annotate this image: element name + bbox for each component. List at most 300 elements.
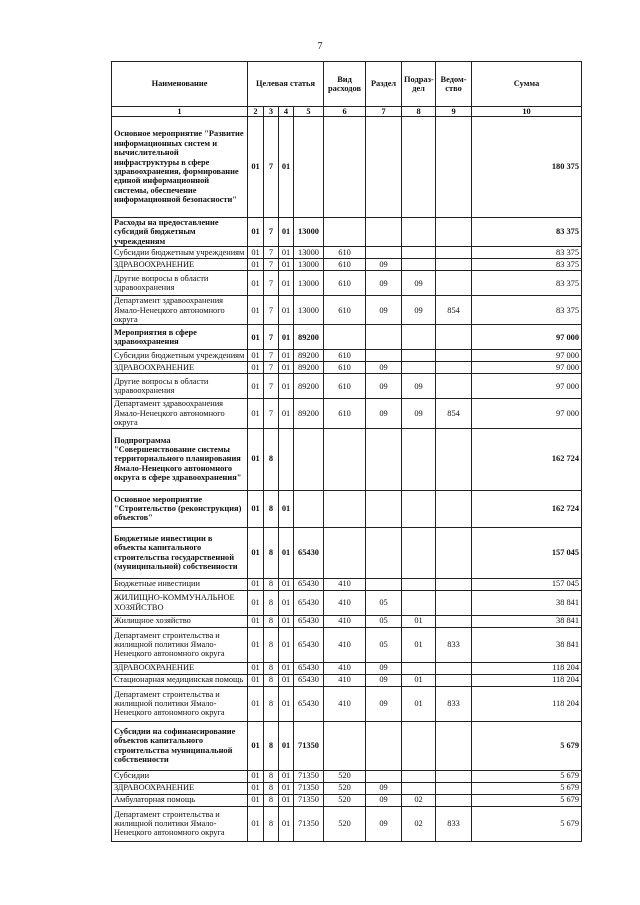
row-section: 05 — [366, 627, 402, 662]
row-expense-type: 410 — [324, 686, 366, 721]
row-event-code: 01 — [279, 296, 294, 325]
table-row — [112, 782, 582, 794]
row-amount: 118 204 — [472, 686, 582, 721]
row-name: ЗДРАВООХРАНЕНИЕ — [112, 662, 248, 674]
row-section — [366, 578, 402, 590]
row-event-code — [279, 428, 294, 490]
row-expense-type: 610 — [324, 247, 366, 259]
row-expense-type — [324, 721, 366, 770]
column-number: 4 — [279, 107, 294, 117]
row-section: 05 — [366, 590, 402, 615]
row-amount: 38 841 — [472, 590, 582, 615]
row-direction-code: 89200 — [294, 362, 324, 374]
row-expense-type: 610 — [324, 374, 366, 399]
table-row — [112, 296, 582, 325]
row-department — [436, 615, 472, 627]
row-direction-code: 89200 — [294, 350, 324, 362]
row-expense-type — [324, 527, 366, 578]
row-direction-code — [294, 117, 324, 218]
row-amount: 5 679 — [472, 782, 582, 794]
table-row — [112, 794, 582, 806]
row-direction-code: 13000 — [294, 259, 324, 271]
row-subprogram-code: 7 — [264, 296, 279, 325]
table-row — [112, 428, 582, 490]
row-department: 854 — [436, 296, 472, 325]
row-subprogram-code: 7 — [264, 374, 279, 399]
row-program-code: 01 — [248, 490, 264, 527]
row-name: Основное мероприятие "Строительство (реконструкция) объектов" — [112, 490, 248, 527]
header-row — [112, 62, 582, 107]
row-event-code: 01 — [279, 117, 294, 218]
header-summa: Сумма — [472, 62, 582, 107]
row-program-code: 01 — [248, 590, 264, 615]
row-name: Другие вопросы в области здравоохранения — [112, 374, 248, 399]
table-row — [112, 674, 582, 686]
row-direction-code: 71350 — [294, 721, 324, 770]
row-section: 09 — [366, 374, 402, 399]
row-expense-type: 610 — [324, 399, 366, 428]
row-amount: 97 000 — [472, 374, 582, 399]
row-program-code: 01 — [248, 627, 264, 662]
row-section: 09 — [366, 399, 402, 428]
row-program-code: 01 — [248, 350, 264, 362]
row-subprogram-code: 8 — [264, 428, 279, 490]
table-row — [112, 615, 582, 627]
row-department — [436, 362, 472, 374]
row-section — [366, 218, 402, 247]
row-subprogram-code: 8 — [264, 627, 279, 662]
row-section — [366, 721, 402, 770]
row-direction-code: 71350 — [294, 782, 324, 794]
header-target: Целевая статья — [248, 62, 324, 107]
row-event-code: 01 — [279, 374, 294, 399]
row-expense-type: 410 — [324, 662, 366, 674]
row-name: Департамент здравоохранения Ямало-Ненецкого автономного округа — [112, 399, 248, 428]
row-subprogram-code: 8 — [264, 674, 279, 686]
row-subsection — [402, 662, 436, 674]
row-amount: 83 375 — [472, 218, 582, 247]
row-expense-type: 410 — [324, 627, 366, 662]
table-row — [112, 770, 582, 782]
row-direction-code: 13000 — [294, 247, 324, 259]
row-program-code: 01 — [248, 374, 264, 399]
header-razdel: Раздел — [366, 62, 402, 107]
row-expense-type: 410 — [324, 590, 366, 615]
row-expense-type — [324, 428, 366, 490]
row-program-code: 01 — [248, 721, 264, 770]
row-subsection — [402, 490, 436, 527]
row-expense-type — [324, 490, 366, 527]
row-amount: 162 724 — [472, 428, 582, 490]
row-program-code: 01 — [248, 362, 264, 374]
row-direction-code: 71350 — [294, 770, 324, 782]
row-amount: 157 045 — [472, 578, 582, 590]
header-vid: Вид расходов — [324, 62, 366, 107]
row-name: ЗДРАВООХРАНЕНИЕ — [112, 782, 248, 794]
table-row — [112, 271, 582, 296]
row-event-code: 01 — [279, 806, 294, 841]
row-subsection: 02 — [402, 794, 436, 806]
row-name: Субсидии — [112, 770, 248, 782]
row-department — [436, 259, 472, 271]
column-number: 2 — [248, 107, 264, 117]
row-subsection — [402, 325, 436, 350]
table-row — [112, 350, 582, 362]
table-row — [112, 362, 582, 374]
row-program-code: 01 — [248, 399, 264, 428]
row-amount: 97 000 — [472, 325, 582, 350]
table-row — [112, 374, 582, 399]
row-program-code: 01 — [248, 325, 264, 350]
row-amount: 118 204 — [472, 674, 582, 686]
row-name: ЗДРАВООХРАНЕНИЕ — [112, 362, 248, 374]
row-section — [366, 117, 402, 218]
row-event-code: 01 — [279, 686, 294, 721]
row-name: Субсидии на софинансирование объектов капитального строительства муниципальной собственности — [112, 721, 248, 770]
table-row — [112, 686, 582, 721]
table-row — [112, 627, 582, 662]
row-expense-type: 610 — [324, 296, 366, 325]
row-name: Бюджетные инвестиции — [112, 578, 248, 590]
row-subsection: 01 — [402, 674, 436, 686]
row-amount: 5 679 — [472, 806, 582, 841]
header-vedomstvo: Ведом-ство — [436, 62, 472, 107]
row-direction-code: 13000 — [294, 218, 324, 247]
header-podrazdel: Подраз-дел — [402, 62, 436, 107]
row-direction-code — [294, 428, 324, 490]
row-expense-type: 520 — [324, 782, 366, 794]
row-subprogram-code: 7 — [264, 117, 279, 218]
row-amount: 38 841 — [472, 627, 582, 662]
row-program-code: 01 — [248, 662, 264, 674]
row-subsection — [402, 218, 436, 247]
row-department — [436, 770, 472, 782]
row-direction-code: 65430 — [294, 527, 324, 578]
row-department — [436, 590, 472, 615]
row-event-code: 01 — [279, 615, 294, 627]
row-department — [436, 662, 472, 674]
row-department — [436, 117, 472, 218]
row-subsection — [402, 782, 436, 794]
row-section: 09 — [366, 296, 402, 325]
row-subsection — [402, 721, 436, 770]
row-amount: 180 375 — [472, 117, 582, 218]
row-department — [436, 325, 472, 350]
row-amount: 83 375 — [472, 259, 582, 271]
row-subprogram-code: 8 — [264, 527, 279, 578]
row-section — [366, 428, 402, 490]
row-event-code: 01 — [279, 362, 294, 374]
row-name: Департамент строительства и жилищной политики Ямало-Ненецкого автономного округа — [112, 686, 248, 721]
row-expense-type — [324, 325, 366, 350]
row-subsection: 09 — [402, 296, 436, 325]
row-subsection: 02 — [402, 806, 436, 841]
row-department — [436, 721, 472, 770]
row-section: 09 — [366, 674, 402, 686]
row-department: 833 — [436, 806, 472, 841]
row-name: ЖИЛИЩНО-КОММУНАЛЬНОЕ ХОЗЯЙСТВО — [112, 590, 248, 615]
row-program-code: 01 — [248, 247, 264, 259]
row-subprogram-code: 8 — [264, 662, 279, 674]
row-direction-code: 65430 — [294, 590, 324, 615]
row-section — [366, 770, 402, 782]
row-event-code: 01 — [279, 627, 294, 662]
column-number: 6 — [324, 107, 366, 117]
row-subsection: 01 — [402, 686, 436, 721]
row-subprogram-code: 8 — [264, 794, 279, 806]
row-direction-code — [294, 490, 324, 527]
row-direction-code: 71350 — [294, 806, 324, 841]
row-section: 09 — [366, 271, 402, 296]
row-event-code: 01 — [279, 794, 294, 806]
row-section: 09 — [366, 794, 402, 806]
row-name: Расходы на предоставление субсидий бюджетным учреждениям — [112, 218, 248, 247]
row-department — [436, 490, 472, 527]
row-program-code: 01 — [248, 296, 264, 325]
row-event-code: 01 — [279, 218, 294, 247]
row-event-code: 01 — [279, 527, 294, 578]
row-event-code: 01 — [279, 399, 294, 428]
row-direction-code: 71350 — [294, 794, 324, 806]
row-name: Стационарная медицинская помощь — [112, 674, 248, 686]
row-direction-code: 89200 — [294, 374, 324, 399]
row-section: 05 — [366, 615, 402, 627]
row-program-code: 01 — [248, 686, 264, 721]
row-direction-code: 65430 — [294, 662, 324, 674]
row-subprogram-code: 7 — [264, 362, 279, 374]
row-program-code: 01 — [248, 527, 264, 578]
column-number: 5 — [294, 107, 324, 117]
row-program-code: 01 — [248, 782, 264, 794]
row-section — [366, 247, 402, 259]
row-event-code: 01 — [279, 350, 294, 362]
row-event-code: 01 — [279, 490, 294, 527]
row-event-code: 01 — [279, 578, 294, 590]
row-amount: 83 375 — [472, 296, 582, 325]
row-program-code: 01 — [248, 770, 264, 782]
row-section: 09 — [366, 362, 402, 374]
row-name: Субсидии бюджетным учреждениям — [112, 247, 248, 259]
row-subprogram-code: 7 — [264, 325, 279, 350]
row-subsection — [402, 247, 436, 259]
row-direction-code: 89200 — [294, 399, 324, 428]
row-direction-code: 65430 — [294, 674, 324, 686]
table-row — [112, 490, 582, 527]
row-department — [436, 527, 472, 578]
row-event-code: 01 — [279, 259, 294, 271]
row-subsection — [402, 117, 436, 218]
row-subprogram-code: 8 — [264, 686, 279, 721]
row-subprogram-code: 8 — [264, 490, 279, 527]
column-number: 8 — [402, 107, 436, 117]
table-row — [112, 117, 582, 218]
row-subprogram-code: 8 — [264, 590, 279, 615]
table-row — [112, 325, 582, 350]
row-amount: 5 679 — [472, 794, 582, 806]
table-row — [112, 527, 582, 578]
row-expense-type: 610 — [324, 259, 366, 271]
row-subsection: 01 — [402, 627, 436, 662]
row-amount: 97 000 — [472, 399, 582, 428]
row-section — [366, 325, 402, 350]
table-row — [112, 259, 582, 271]
row-amount: 5 679 — [472, 721, 582, 770]
row-subsection: 09 — [402, 399, 436, 428]
row-subprogram-code: 7 — [264, 247, 279, 259]
row-program-code: 01 — [248, 615, 264, 627]
page-number: 7 — [317, 41, 323, 52]
row-amount: 162 724 — [472, 490, 582, 527]
row-subsection — [402, 428, 436, 490]
row-name: Мероприятия в сфере здравоохранения — [112, 325, 248, 350]
row-event-code: 01 — [279, 674, 294, 686]
row-department — [436, 350, 472, 362]
row-event-code: 01 — [279, 325, 294, 350]
row-department — [436, 428, 472, 490]
row-name: Департамент строительства и жилищной политики Ямало-Ненецкого автономного округа — [112, 627, 248, 662]
row-expense-type: 520 — [324, 806, 366, 841]
row-program-code: 01 — [248, 117, 264, 218]
row-direction-code: 89200 — [294, 325, 324, 350]
row-expense-type: 410 — [324, 674, 366, 686]
row-event-code: 01 — [279, 770, 294, 782]
row-name: ЗДРАВООХРАНЕНИЕ — [112, 259, 248, 271]
row-expense-type: 410 — [324, 615, 366, 627]
row-department — [436, 374, 472, 399]
row-program-code: 01 — [248, 259, 264, 271]
row-expense-type — [324, 218, 366, 247]
table-row — [112, 218, 582, 247]
row-expense-type: 410 — [324, 578, 366, 590]
row-amount: 118 204 — [472, 662, 582, 674]
row-expense-type — [324, 117, 366, 218]
row-event-code: 01 — [279, 782, 294, 794]
row-program-code: 01 — [248, 806, 264, 841]
row-expense-type: 520 — [324, 770, 366, 782]
row-section: 09 — [366, 686, 402, 721]
row-direction-code: 13000 — [294, 271, 324, 296]
row-program-code: 01 — [248, 794, 264, 806]
row-expense-type: 520 — [324, 794, 366, 806]
row-name: Амбулаторная помощь — [112, 794, 248, 806]
row-subsection — [402, 350, 436, 362]
row-department — [436, 782, 472, 794]
table-row — [112, 247, 582, 259]
row-subprogram-code: 8 — [264, 806, 279, 841]
row-department: 833 — [436, 627, 472, 662]
row-name: Департамент строительства и жилищной политики Ямало-Ненецкого автономного округа — [112, 806, 248, 841]
row-subsection: 01 — [402, 615, 436, 627]
row-subprogram-code: 8 — [264, 782, 279, 794]
row-department — [436, 247, 472, 259]
row-name: Другие вопросы в области здравоохранения — [112, 271, 248, 296]
row-department — [436, 271, 472, 296]
table-row — [112, 806, 582, 841]
row-direction-code: 65430 — [294, 627, 324, 662]
row-program-code: 01 — [248, 674, 264, 686]
row-amount: 83 375 — [472, 247, 582, 259]
row-direction-code: 65430 — [294, 578, 324, 590]
row-amount: 97 000 — [472, 362, 582, 374]
header-name: Наименование — [112, 62, 248, 107]
row-direction-code: 65430 — [294, 615, 324, 627]
column-number-row — [112, 107, 582, 117]
row-program-code: 01 — [248, 271, 264, 296]
row-subprogram-code: 7 — [264, 271, 279, 296]
row-event-code: 01 — [279, 247, 294, 259]
row-subsection — [402, 362, 436, 374]
table-row — [112, 721, 582, 770]
column-number: 7 — [366, 107, 402, 117]
row-direction-code: 65430 — [294, 686, 324, 721]
row-amount: 157 045 — [472, 527, 582, 578]
row-subsection — [402, 770, 436, 782]
row-expense-type: 610 — [324, 362, 366, 374]
row-subprogram-code: 8 — [264, 721, 279, 770]
row-subprogram-code: 7 — [264, 259, 279, 271]
row-department — [436, 218, 472, 247]
row-name: Подпрограмма "Совершенствование системы территориального планирования Ямало-Ненецкого автономного округа в сфере здравоохранения" — [112, 428, 248, 490]
column-number: 9 — [436, 107, 472, 117]
row-department — [436, 674, 472, 686]
column-number: 10 — [472, 107, 582, 117]
row-subprogram-code: 8 — [264, 615, 279, 627]
row-name: Бюджетные инвестиции в объекты капитального строительства государственной (муниципальной) собственности — [112, 527, 248, 578]
row-section: 09 — [366, 782, 402, 794]
row-department — [436, 578, 472, 590]
row-subprogram-code: 7 — [264, 350, 279, 362]
row-section — [366, 527, 402, 578]
row-subsection — [402, 527, 436, 578]
row-expense-type: 610 — [324, 350, 366, 362]
row-event-code: 01 — [279, 721, 294, 770]
row-department: 833 — [436, 686, 472, 721]
row-department: 854 — [436, 399, 472, 428]
row-name: Основное мероприятие "Развитие информационных систем и вычислительной инфраструктуры в сфере здравоохранения, формирование единой информационной системы, обеспечение информационной безопасности" — [112, 117, 248, 218]
row-amount: 97 000 — [472, 350, 582, 362]
budget-table — [111, 61, 582, 842]
row-section: 09 — [366, 259, 402, 271]
row-subsection: 09 — [402, 271, 436, 296]
row-department — [436, 794, 472, 806]
row-subsection — [402, 590, 436, 615]
row-amount: 38 841 — [472, 615, 582, 627]
row-program-code: 01 — [248, 578, 264, 590]
row-amount: 83 375 — [472, 271, 582, 296]
row-name: Субсидии бюджетным учреждениям — [112, 350, 248, 362]
row-section: 09 — [366, 662, 402, 674]
row-direction-code: 13000 — [294, 296, 324, 325]
row-subsection — [402, 259, 436, 271]
row-subprogram-code: 7 — [264, 218, 279, 247]
table-row — [112, 662, 582, 674]
table-row — [112, 590, 582, 615]
row-name: Департамент здравоохранения Ямало-Ненецкого автономного округа — [112, 296, 248, 325]
row-program-code: 01 — [248, 218, 264, 247]
table-row — [112, 399, 582, 428]
row-subprogram-code: 8 — [264, 578, 279, 590]
column-number: 1 — [112, 107, 248, 117]
row-subsection — [402, 578, 436, 590]
row-section — [366, 490, 402, 527]
row-section: 09 — [366, 806, 402, 841]
row-section — [366, 350, 402, 362]
table-row — [112, 578, 582, 590]
row-subsection: 09 — [402, 374, 436, 399]
row-program-code: 01 — [248, 428, 264, 490]
row-subprogram-code: 7 — [264, 399, 279, 428]
row-subprogram-code: 8 — [264, 770, 279, 782]
